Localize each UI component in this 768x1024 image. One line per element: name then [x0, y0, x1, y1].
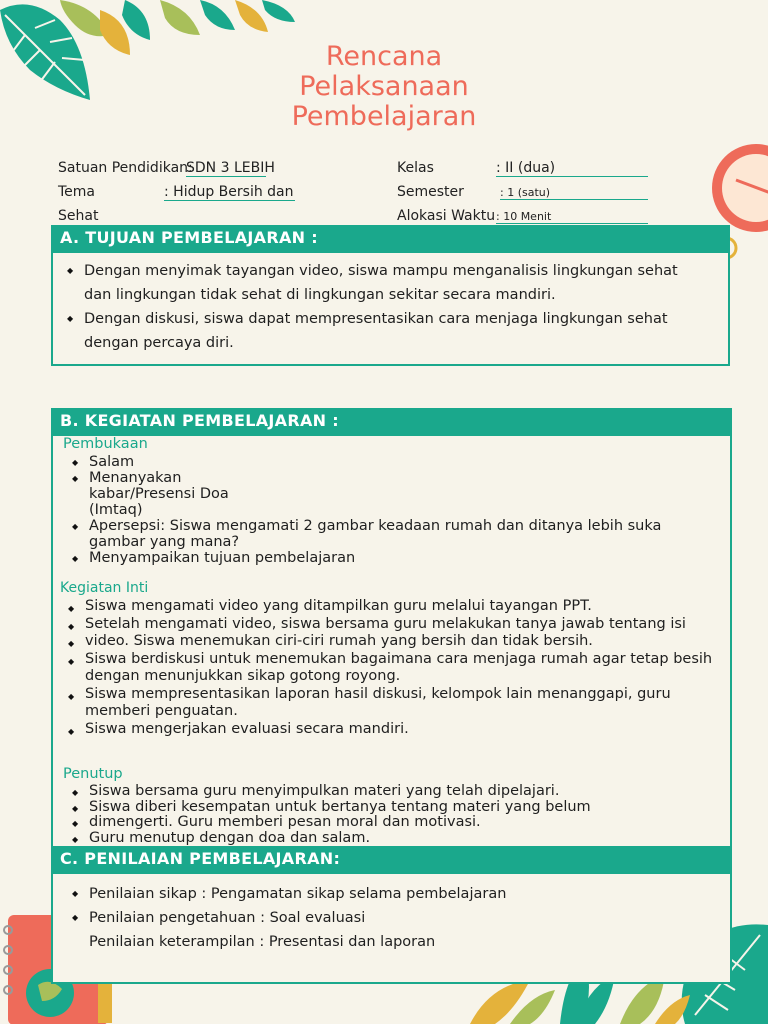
inti-item: ◆ Siswa mengamati video yang ditampilkan guru melalui tayangan PPT. [85, 598, 725, 616]
inti-item: ◆ Setelah mengamati video, siswa bersama guru melakukan tanya jawab tentang isi [85, 616, 725, 634]
satuan-value: SDN 3 LEBIH [186, 160, 275, 176]
inti-item: ◆ Siswa mempresentasikan laporan hasil diskusi, kelompok lain menanggapi, guru memberi penguatan. [85, 686, 725, 721]
inti-item: ◆ Siswa berdiskusi untuk menemukan bagaimana cara menjaga rumah agar tetap besih dengan menunjukkan sikap gotong royong. [85, 651, 725, 686]
kelas-value: : II (dua) [496, 160, 648, 177]
info-block [0, 0, 768, 230]
penutup-item: ◆ dimengerti. Guru memberi pesan moral dan motivasi. [89, 815, 719, 831]
section-c-heading: C. PENILAIAN PEMBELAJARAN: [51, 846, 732, 872]
penutup-item: ◆ Siswa diberi kesempatan untuk bertanya tentang materi yang belum [89, 800, 719, 816]
semester-label: Semester [397, 184, 464, 200]
sehat-label: Sehat [58, 208, 99, 224]
section-c-box [51, 872, 732, 984]
inti-item: ◆ video. Siswa menemukan ciri-ciri rumah yang bersih dan tidak bersih. [85, 633, 725, 651]
alokasi-value: : 10 Menit [496, 210, 648, 224]
penutup-item: ◆ Guru menutup dengan doa dan salam. [89, 831, 719, 847]
kelas-label: Kelas [397, 160, 434, 176]
pembukaan-item: ◆ Menanyakan kabar/Presensi Doa (Imtaq) [89, 470, 239, 518]
pembukaan-item: ◆ Menyampaikan tujuan pembelajaran [89, 550, 709, 566]
tema-label: Tema [58, 184, 96, 200]
satuan-label: Satuan Pendidikan: [58, 160, 193, 176]
tema-value: : Hidup Bersih dan [164, 184, 294, 200]
penutup-label: Penutup [63, 766, 123, 782]
penilaian-item: ◆ Penilaian sikap : Pengamatan sikap selama pembelajaran [89, 882, 709, 906]
penutup-item: ◆ Siswa bersama guru menyimpulkan materi yang telah dipelajari. [89, 784, 719, 800]
pembukaan-item: ◆ Apersepsi: Siswa mengamati 2 gambar keadaan rumah dan ditanya lebih suka gambar yang mana? [89, 518, 709, 550]
section-b-heading: B. KEGIATAN PEMBELAJARAN : [51, 408, 732, 434]
title-line-3: Pembelajaran [291, 101, 477, 132]
penilaian-item: ◆ Penilaian pengetahuan : Soal evaluasi [89, 906, 709, 930]
inti-item: ◆ Siswa mengerjakan evaluasi secara mandiri. [85, 721, 725, 739]
pembukaan-label: Pembukaan [63, 436, 148, 452]
penilaian-item: Penilaian keterampilan : Presentasi dan laporan [89, 934, 436, 950]
tujuan-item: ◆ Dengan diskusi, siswa dapat mempresentasikan cara menjaga lingkungan sehat dengan percaya diri. [84, 307, 708, 355]
kegiatan-inti-label: Kegiatan Inti [60, 580, 149, 596]
tujuan-item: ◆ Dengan menyimak tayangan video, siswa mampu menganalisis lingkungan sehat dan lingkungan tidak sehat di lingkungan sekitar secara mandiri. [84, 259, 708, 307]
pembukaan-item: ◆ Salam [89, 454, 709, 470]
section-a-heading: A. TUJUAN PEMBELAJARAN : [51, 225, 730, 251]
alokasi-label: Alokasi Waktu [397, 208, 496, 224]
semester-value: : 1 (satu) [500, 186, 648, 200]
section-a-box [51, 251, 730, 366]
section-b-box [51, 434, 732, 846]
title-line-2: Pelaksanaan [299, 71, 469, 102]
title-line-1: Rencana [325, 41, 443, 72]
